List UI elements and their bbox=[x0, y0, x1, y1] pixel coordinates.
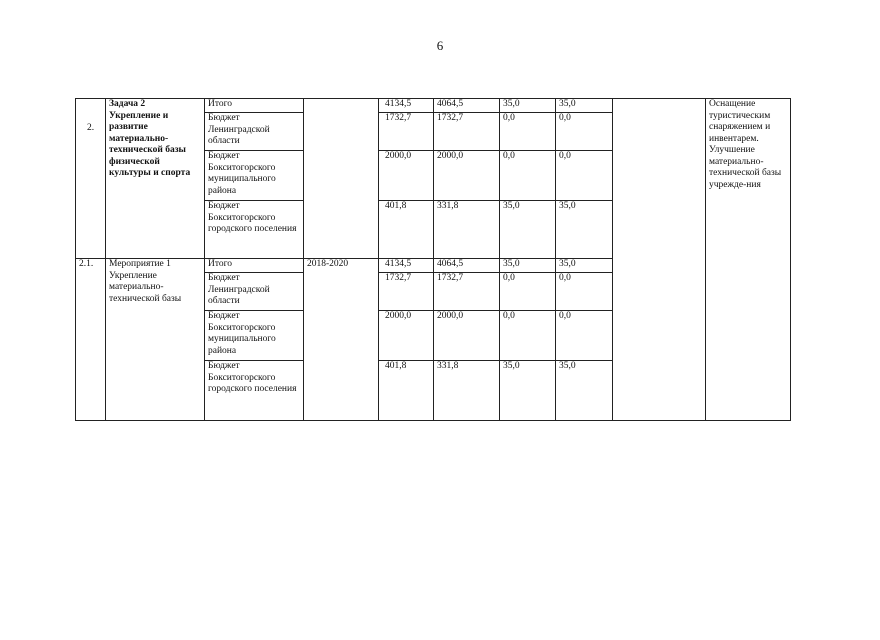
value-col4: 35,0 bbox=[556, 259, 613, 273]
task-title-line1: Задача 2 bbox=[109, 99, 146, 109]
value-total: 401,8 bbox=[379, 201, 434, 259]
value-col4: 35,0 bbox=[556, 361, 613, 421]
value-total: 1732,7 bbox=[379, 273, 434, 311]
value-col3: 35,0 bbox=[500, 99, 556, 113]
funding-source: Бюджет Бокситогорского муниципального района bbox=[205, 151, 304, 201]
measure-period: 2018-2020 bbox=[304, 259, 379, 421]
task-title-rest: Укрепление и развитие материально-технической базы физической культуры и спорта bbox=[109, 110, 191, 178]
value-col2: 2000,0 bbox=[434, 151, 500, 201]
funding-source: Итого bbox=[205, 99, 304, 113]
funding-source: Бюджет Бокситогорского городского поселения bbox=[205, 201, 304, 259]
funding-source: Бюджет Ленинградской области bbox=[205, 273, 304, 311]
funding-source: Итого bbox=[205, 259, 304, 273]
value-col4: 0,0 bbox=[556, 311, 613, 361]
task-row-total bbox=[76, 99, 791, 113]
value-col3: 35,0 bbox=[500, 259, 556, 273]
measure-title: Мероприятие 1 Укрепление материально-технической базы bbox=[106, 259, 205, 421]
value-col2: 1732,7 bbox=[434, 273, 500, 311]
value-col4: 0,0 bbox=[556, 151, 613, 201]
value-col2: 331,8 bbox=[434, 201, 500, 259]
funding-source: Бюджет Бокситогорского городского поселения bbox=[205, 361, 304, 421]
value-col3: 0,0 bbox=[500, 273, 556, 311]
value-col3: 0,0 bbox=[500, 311, 556, 361]
value-col3: 35,0 bbox=[500, 361, 556, 421]
value-col2: 2000,0 bbox=[434, 311, 500, 361]
value-total: 1732,7 bbox=[379, 113, 434, 151]
value-col2: 331,8 bbox=[434, 361, 500, 421]
value-col2: 4064,5 bbox=[434, 259, 500, 273]
value-col3: 35,0 bbox=[500, 201, 556, 259]
expected-result: Оснащение туристическим снаряжением и инвентарем. Улучшение материально-технической базы учрежде-ния bbox=[706, 99, 791, 421]
value-col4: 0,0 bbox=[556, 113, 613, 151]
value-col3: 0,0 bbox=[500, 151, 556, 201]
program-table bbox=[75, 98, 791, 421]
value-total: 4134,5 bbox=[379, 99, 434, 113]
value-total: 401,8 bbox=[379, 361, 434, 421]
value-total: 2000,0 bbox=[379, 311, 434, 361]
executor-cell bbox=[613, 99, 706, 421]
value-total: 2000,0 bbox=[379, 151, 434, 201]
value-col2: 4064,5 bbox=[434, 99, 500, 113]
value-col3: 0,0 bbox=[500, 113, 556, 151]
task-number: 2. bbox=[76, 99, 106, 259]
measure-number: 2.1. bbox=[76, 259, 106, 421]
task-period bbox=[304, 99, 379, 259]
value-col4: 35,0 bbox=[556, 99, 613, 113]
page-number: 6 bbox=[436, 38, 444, 53]
value-col4: 0,0 bbox=[556, 273, 613, 311]
funding-source: Бюджет Ленинградской области bbox=[205, 113, 304, 151]
task-title-cell bbox=[106, 99, 205, 259]
value-col2: 1732,7 bbox=[434, 113, 500, 151]
value-col4: 35,0 bbox=[556, 201, 613, 259]
value-total: 4134,5 bbox=[379, 259, 434, 273]
funding-source: Бюджет Бокситогорского муниципального района bbox=[205, 311, 304, 361]
